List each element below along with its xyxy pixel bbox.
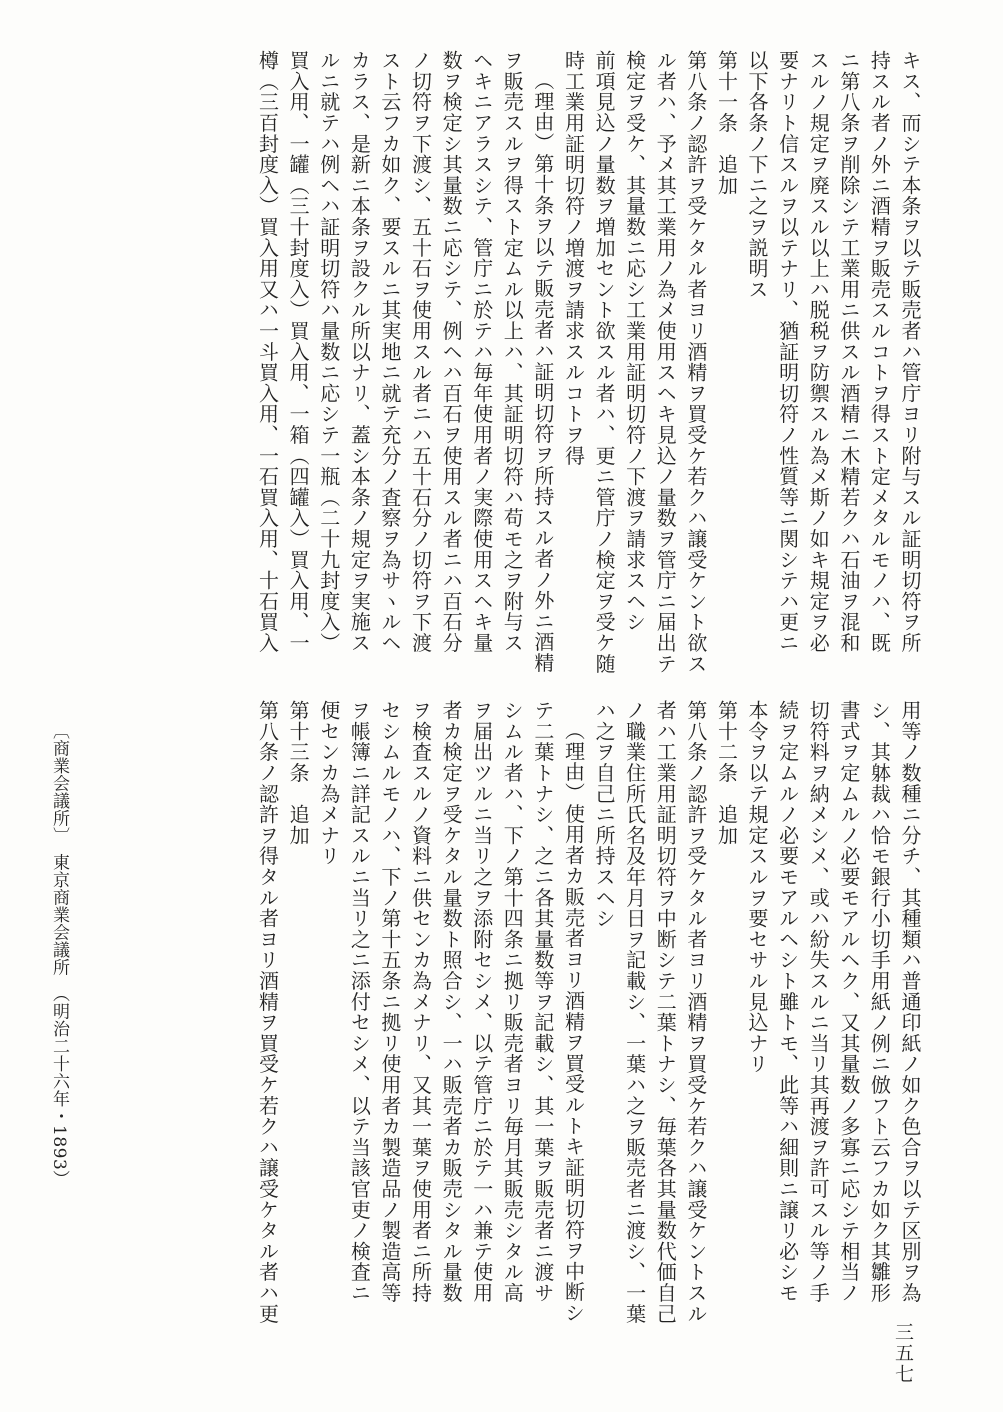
text-column: 前項見込ノ量数ヲ増加セント欲スル者ハ、更ニ管庁ノ検定ヲ受ケ随 [592,50,617,674]
text-column: 第八条ノ認許ヲ受ケタル者ヨリ酒精ヲ買受ケ若クハ譲受ケントスル [683,700,708,1324]
text-column: スト云フカ如ク、要スルニ其実地ニ就テ充分ノ査察ヲ為サヽルヘ [377,50,402,654]
text-column: ヲ検査スルノ資料ニ供センカ為メナリ、又其一葉ヲ使用者ニ所持 [408,700,433,1304]
article-heading: 第十二条 追加 [714,700,739,846]
text-column: 買入用、一罐（三十封度入）買入用、一箱（四罐入）買入用、一 [286,50,311,654]
text-column: ヲ届出ツルニ当リ之ヲ添附セシメ、以テ管庁ニ於テ一ハ兼テ使用 [469,700,494,1304]
text-column: キス、而シテ本条ヲ以テ販売者ハ管庁ヨリ附与スル証明切符ヲ所 [898,50,922,654]
text-column: ノ切符ヲ下渡シ、五十石ヲ使用スル者ニハ五十石分ノ切符ヲ下渡 [408,50,433,654]
text-column: 検定ヲ受ケ、其量数ニ応シ工業用証明切符ノ下渡ヲ請求スヘシ [622,50,647,633]
text-column: 数ヲ検定シ其量数ニ応シテ、例ヘハ百石ヲ使用スル者ニハ百石分 [439,50,464,654]
text-column: 便センカ為メナリ [316,700,341,867]
text-column: 書式ヲ定ムルノ必要モアルヘク、又其量数ノ多寡ニ応シテ相当ノ [836,700,861,1304]
text-column: 持スル者ノ外ニ酒精ヲ販売スルコトヲ得スト定メタルモノハ、既 [867,50,892,654]
upper-text-block [252,50,925,674]
text-column: シ、其躰裁ハ恰モ銀行小切手用紙ノ例ニ倣フト云フカ如ク其雛形 [867,700,892,1304]
text-column: 要ナリト信スルヲ以テナリ、猶証明切符ノ性質等ニ関シテハ更ニ [775,50,800,654]
text-column: 時工業用証明切符ノ増渡ヲ請求スルコトヲ得 [561,50,586,466]
text-column: ヲ帳簿ニ詳記スルニ当リ之ニ添付セシメ、以テ当該官吏ノ検査ニ [347,700,372,1304]
text-column: 第八条ノ認許ヲ得タル者ヨリ酒精ヲ買受ケ若クハ譲受ケタル者ハ更 [255,700,280,1324]
text-column: セシムルモノハ、下ノ第十五条ニ拠リ使用者カ製造品ノ製造高等 [377,700,402,1304]
text-column: ルニ就テハ例ヘハ証明切符ハ量数ニ応シテ一瓶（二十九封度入） [316,50,341,654]
text-column: カラス、是新ニ本条ヲ設クル所以ナリ、蓋シ本条ノ規定ヲ実施ス [347,50,372,654]
text-column: 続ヲ定ムルノ必要モアルヘシト雖トモ、此等ハ細則ニ譲リ必シモ [775,700,800,1304]
text-column: 者ハ工業用証明切符ヲ中断シテ二葉トナシ、毎葉各其量数代価自己 [653,700,678,1324]
text-column: ニ第八条ヲ削除シテ工業用ニ供スル酒精ニ木精若クハ石油ヲ混和 [836,50,861,654]
text-column: スルノ規定ヲ廃スル以上ハ脱税ヲ防禦スル為メ斯ノ如キ規定ヲ必 [806,50,831,654]
text-column: 本令ヲ以テ規定スルヲ要セサル見込ナリ [745,700,770,1075]
text-column: ノ職業住所氏名及年月日ヲ記載シ、一葉ハ之ヲ販売者ニ渡シ、一葉 [622,700,647,1324]
text-column: 用等ノ数種ニ分チ、其種類ハ普通印紙ノ如ク色合ヲ以テ区別ヲ為 [898,700,922,1304]
text-column: （理由）使用者カ販売者ヨリ酒精ヲ買受ルトキ証明切符ヲ中断シ [561,720,586,1324]
text-column: シムル者ハ、下ノ第十四条ニ拠リ販売者ヨリ毎月其販売シタル高 [500,700,525,1304]
text-column: ヲ販売スルヲ得スト定ムル以上ハ、其証明切符ハ苟モ之ヲ附与ス [500,50,525,654]
text-column: 切符料ヲ納メシメ、或ハ紛失スルニ当リ其再渡ヲ許可スル等ノ手 [806,700,831,1304]
lower-text-block [252,700,925,1340]
text-column: 者カ検定ヲ受ケタル量数ト照合シ、一ハ販売者カ販売シタル量数 [439,700,464,1304]
text-column: （理由）第十条ヲ以テ販売者ハ証明切符ヲ所持スル者ノ外ニ酒精 [530,70,555,674]
text-column: テ二葉トナシ、之ニ各其量数等ヲ記載シ、其一葉ヲ販売者ニ渡サ [530,700,555,1304]
article-heading: 第十一条 追加 [714,50,739,196]
text-column: 樽（三百封度入）買入用又ハ一斗買入用、一石買入用、十石買入 [255,50,280,654]
page-number: 三五七 [892,1322,914,1385]
text-column: ル者ハ、予メ其工業用ノ為メ使用スヘキ見込ノ量数ヲ管庁ニ届出テ [653,50,678,674]
text-column: 第八条ノ認許ヲ受ケタル者ヨリ酒精ヲ買受ケ若クハ譲受ケント欲ス [683,50,708,674]
footer-source-note: 〔商業会議所〕 東京商業会議所 （明治二十六年・1893） [49,722,69,1188]
text-column: ヘキニアラスシテ、管庁ニ於テハ毎年使用者ノ実際使用スヘキ量 [469,50,494,654]
article-heading: 第十三条 追加 [286,700,311,846]
text-column: 以下各条ノ下ニ之ヲ説明ス [745,50,770,300]
text-column: ハ之ヲ自己ニ所持スヘシ [592,700,617,929]
